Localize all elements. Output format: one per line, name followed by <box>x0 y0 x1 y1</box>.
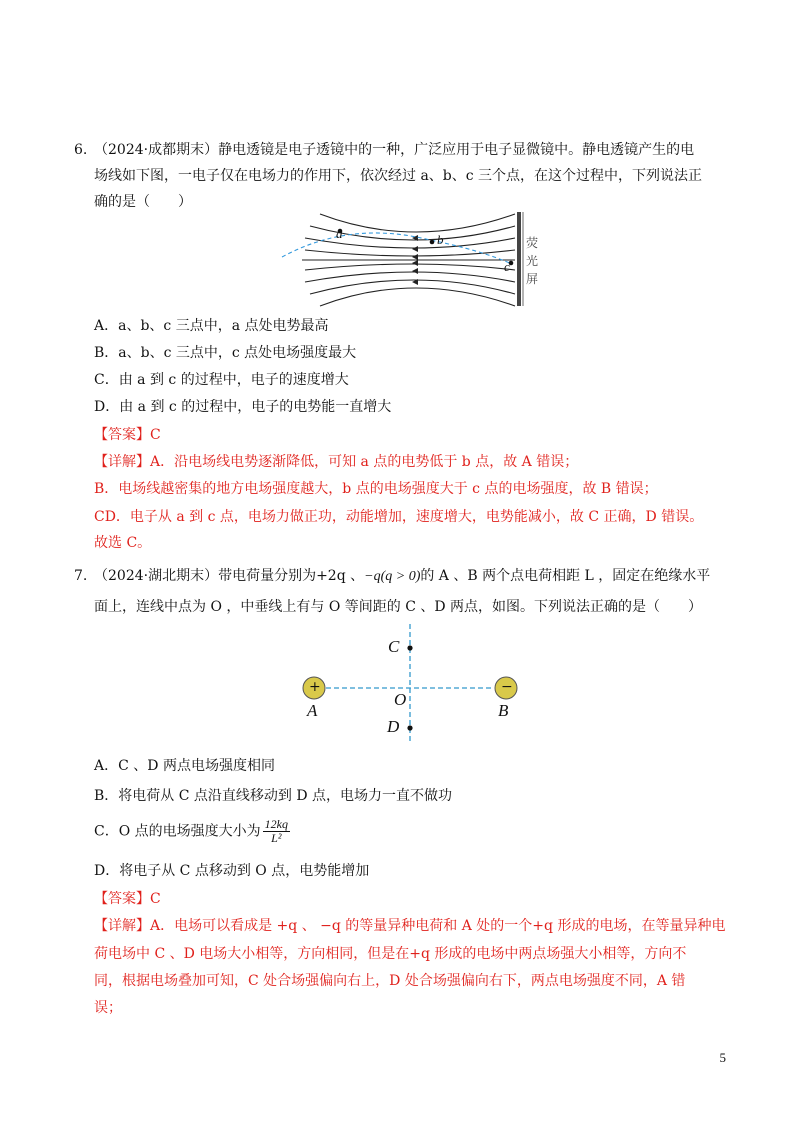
q7-option-c <box>94 818 290 845</box>
q6-option-b: B．a、b、c 三点中，c 点处电场强度最大 <box>94 345 357 361</box>
label-b: B <box>498 701 509 720</box>
q6-stem-line3: 确的是（ ） <box>94 194 192 210</box>
q6-stem-line1: （2024·成都期末）静电透镜是电子透镜中的一种，广泛应用于电子显微镜中。静电透镜产生的电 <box>94 142 695 158</box>
q6-answer: 【答案】C <box>94 427 161 443</box>
q7-stem-line2: 面上，连线中点为 O ，中垂线上有与 O 等间距的 C 、D 两点，如图。下列说法正确的是（ ） <box>94 599 703 615</box>
q7-stem-line1-a: （2024·湖北期末）带电荷量分别为+2q 、 <box>94 568 365 584</box>
q6-option-a: A．a、b、c 三点中，a 点处电势最高 <box>94 318 329 334</box>
fraction-numerator: 12kq <box>264 817 288 831</box>
page-number: 5 <box>719 1050 726 1065</box>
question-number-6: 6. <box>74 142 88 158</box>
q7-option-c-text: O 点的电场强度大小为 <box>118 823 261 840</box>
field-strength-fraction <box>263 818 290 845</box>
q6-detail-1: 【详解】A．沿电场线电势逐渐降低，可知 a 点的电势低于 b 点，故 A 错误； <box>94 454 579 470</box>
q6-option-c: C．由 a 到 c 的过程中，电子的速度增大 <box>94 372 349 388</box>
screen-label-2: 光 <box>526 254 539 268</box>
minus-charge-sign: − <box>501 679 513 695</box>
q7-answer: 【答案】C <box>94 891 161 907</box>
q7-detail-1: 【详解】A．电场可以看成是 +q 、 −q 的等量异种电荷和 A 处的一个+q 形成的电场，在等量异种电 <box>94 918 726 934</box>
q6-detail-3: CD．电子从 a 到 c 点，电场力做正功，动能增加，速度增大，电势能减小，故 C 正确，D 错误。 <box>94 509 704 525</box>
point-charges-figure <box>290 622 530 744</box>
label-o: O <box>394 690 407 709</box>
point-a-label: a <box>336 226 343 241</box>
screen-label-1: 荧 <box>526 236 539 250</box>
q7-detail-4: 误； <box>94 1000 122 1016</box>
q7-option-d: D．将电子从 C 点移动到 O 点，电势能增加 <box>94 863 370 879</box>
q7-detail-2: 荷电场中 C 、D 电场大小相等，方向相同，但是在+q 形成的电场中两点场强大小相等，方向不 <box>94 946 687 962</box>
q7-stem-line1-c: 的 A 、B 两个点电荷相距 L ，固定在绝缘水平 <box>420 568 711 584</box>
label-c: C <box>388 637 400 656</box>
q6-stem-line2: 场线如下图，一电子仅在电场力的作用下，依次经过 a、b、c 三个点，在这个过程中，下列说法正 <box>94 168 703 184</box>
label-a: A <box>307 701 318 720</box>
q7-stem-charge: −q(q > 0) <box>364 569 421 584</box>
q7-detail-3: 同，根据电场叠加可知，C 处合场强偏向右上，D 处合场强偏向右下，两点电场强度不同，A 错 <box>94 973 686 989</box>
q7-option-a: A．C 、D 两点电场强度相同 <box>94 758 275 774</box>
q6-detail-2: B．电场线越密集的地方电场强度越大，b 点的电场强度大于 c 点的电场强度，故 B 错误； <box>94 481 658 497</box>
q7-option-c-prefix: C． <box>94 823 119 840</box>
label-d: D <box>387 717 400 736</box>
q6-detail-4: 故选 C。 <box>94 535 152 551</box>
screen-label-3: 屏 <box>526 272 539 286</box>
fraction-denominator: L² <box>271 831 282 845</box>
plus-charge-sign: + <box>309 679 321 695</box>
question-number-7: 7. <box>74 568 88 584</box>
point-c-label: c <box>504 259 510 274</box>
q7-stem-line1 <box>94 565 710 588</box>
q6-option-d: D．由 a 到 c 的过程中，电子的电势能一直增大 <box>94 399 392 415</box>
point-b-label: b <box>437 232 444 247</box>
q7-option-b: B．将电荷从 C 点沿直线移动到 D 点，电场力一直不做功 <box>94 788 453 804</box>
